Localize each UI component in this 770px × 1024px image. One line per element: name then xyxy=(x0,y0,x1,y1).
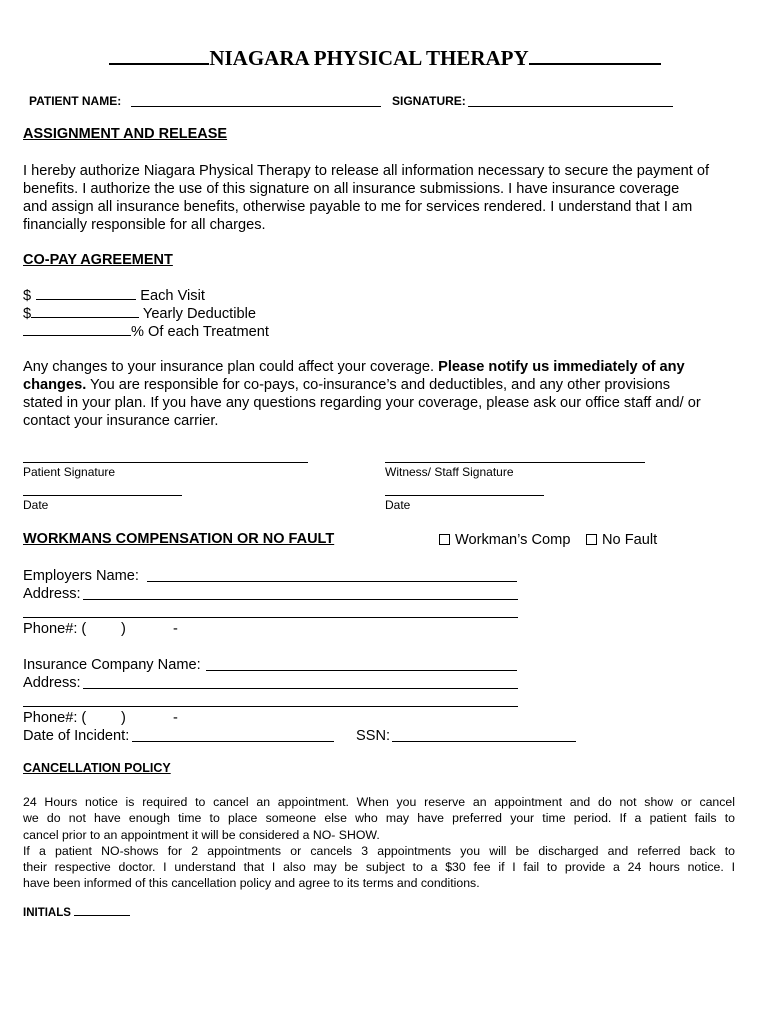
assignment-line-3: and assign all insurance benefits, otherwise payable to me for services rendered. I understand that I am xyxy=(23,199,693,215)
insurance-address-label: Address: xyxy=(23,675,81,691)
employer-address-field-2[interactable] xyxy=(23,617,518,618)
patient-date-field[interactable] xyxy=(23,495,182,496)
date-of-incident-label: Date of Incident: xyxy=(23,728,130,744)
witness-signature-field[interactable] xyxy=(385,462,645,463)
employer-phone-dash: - xyxy=(173,621,178,637)
insurance-phone-dash: - xyxy=(173,710,178,726)
date-of-incident-field[interactable] xyxy=(132,741,334,742)
cancellation-line-6: have been informed of this cancellation policy and agree to its terms and conditions. xyxy=(23,876,480,891)
yearly-deductible-label: Yearly Deductible xyxy=(142,306,256,322)
ssn-field[interactable] xyxy=(392,741,576,742)
ssn-label: SSN: xyxy=(356,728,391,744)
title-text: NIAGARA PHYSICAL THERAPY xyxy=(209,46,529,70)
yearly-deductible-field[interactable] xyxy=(31,317,139,318)
cancellation-line-5: their respective doctor. I understand that I also may be subject to a $30 fee if I fail to provide a 24 hours notice. I xyxy=(23,860,735,875)
copay-notify-emphasis: Please notify us immediately of any xyxy=(438,359,685,375)
witness-date-field[interactable] xyxy=(385,495,544,496)
copay-percent-row xyxy=(23,323,269,341)
insurance-phone-close: ) xyxy=(121,710,126,726)
insurance-address-field[interactable] xyxy=(83,688,518,689)
employers-name-label: Employers Name: xyxy=(23,568,139,584)
cancellation-line-2: we do not have enough time to place someone else who may have preferred your time period. If a patient fails to xyxy=(23,811,735,826)
copay-heading: CO-PAY AGREEMENT xyxy=(23,252,173,268)
copay-para-line-2-text: You are responsible for co-pays, co-insurance’s and deductibles, and any other provisions xyxy=(86,377,671,393)
employers-name-field[interactable] xyxy=(147,581,517,582)
employer-address-label: Address: xyxy=(23,586,81,602)
assignment-heading: ASSIGNMENT AND RELEASE xyxy=(23,126,228,142)
initials-field[interactable] xyxy=(74,915,130,916)
cancellation-heading: CANCELLATION POLICY xyxy=(23,761,171,775)
dollar-sign: $ xyxy=(23,306,32,322)
workmans-heading: WORKMANS COMPENSATION OR NO FAULT xyxy=(23,531,335,547)
each-visit-label: Each Visit xyxy=(140,288,205,304)
no-fault-checkbox[interactable] xyxy=(586,534,597,545)
employer-phone-close: ) xyxy=(121,621,126,637)
assignment-line-2: benefits. I authorize the use of this signature on all insurance submissions. I have insurance coverage xyxy=(23,181,680,197)
patient-name-field[interactable] xyxy=(131,106,381,107)
assignment-line-4: financially responsible for all charges. xyxy=(23,217,266,233)
insurance-phone-label: Phone#: ( xyxy=(23,710,87,726)
copay-para-line-1-text: Any changes to your insurance plan could affect your coverage. xyxy=(23,359,439,375)
signature-label: SIGNATURE: xyxy=(392,94,466,108)
cancellation-line-1: 24 Hours notice is required to cancel an appointment. When you reserve an appointment and do not show or cancel xyxy=(23,795,735,809)
workmans-comp-option[interactable] xyxy=(439,531,570,549)
cancellation-line-4: If a patient NO-shows for 2 appointments or cancels 3 appointments you will be discharged and referred back to xyxy=(23,843,735,858)
signature-field[interactable] xyxy=(468,106,673,107)
copay-deductible-row xyxy=(23,305,256,323)
title-rule-right xyxy=(529,63,661,65)
copay-para-line-4: contact your insurance carrier. xyxy=(23,413,219,429)
each-visit-field[interactable] xyxy=(36,299,136,300)
patient-signature-field[interactable] xyxy=(23,462,308,463)
cancellation-para-1 xyxy=(23,794,735,892)
title-rule-left xyxy=(109,63,209,65)
insurance-address-field-2[interactable] xyxy=(23,706,518,707)
assignment-line-1: I hereby authorize Niagara Physical Therapy to release all information necessary to secure the payment of xyxy=(23,163,709,179)
employer-address-field[interactable] xyxy=(83,599,518,600)
patient-name-label: PATIENT NAME: xyxy=(29,94,122,108)
dollar-sign: $ xyxy=(23,288,32,304)
workmans-comp-label: Workman’s Comp xyxy=(455,532,571,548)
copay-changes-emphasis: changes. xyxy=(23,377,87,393)
initials-label: INITIALS xyxy=(23,907,71,919)
employer-phone-row xyxy=(23,620,86,638)
percent-treatment-label: % Of each Treatment xyxy=(131,324,269,340)
no-fault-option[interactable] xyxy=(586,531,657,549)
cancellation-line-3: cancel prior to an appointment it will be considered a NO- SHOW. xyxy=(23,827,380,842)
insurance-company-label: Insurance Company Name: xyxy=(23,657,201,673)
copay-para-line-2 xyxy=(23,376,670,394)
insurance-company-field[interactable] xyxy=(206,670,517,671)
copay-each-visit-row xyxy=(23,287,205,305)
employer-phone-label: Phone#: ( xyxy=(23,621,87,637)
patient-signature-label: Patient Signature xyxy=(23,465,116,479)
workmans-comp-checkbox[interactable] xyxy=(439,534,450,545)
no-fault-label: No Fault xyxy=(602,532,658,548)
witness-signature-label: Witness/ Staff Signature xyxy=(385,465,514,479)
copay-para-line-3: stated in your plan. If you have any questions regarding your coverage, please ask our office staff and/ or xyxy=(23,395,701,411)
witness-date-label: Date xyxy=(385,498,411,512)
copay-para-line-1 xyxy=(23,358,685,376)
initials-row xyxy=(23,907,130,919)
page-title xyxy=(0,46,770,71)
patient-date-label: Date xyxy=(23,498,49,512)
percent-treatment-field[interactable] xyxy=(23,335,131,336)
